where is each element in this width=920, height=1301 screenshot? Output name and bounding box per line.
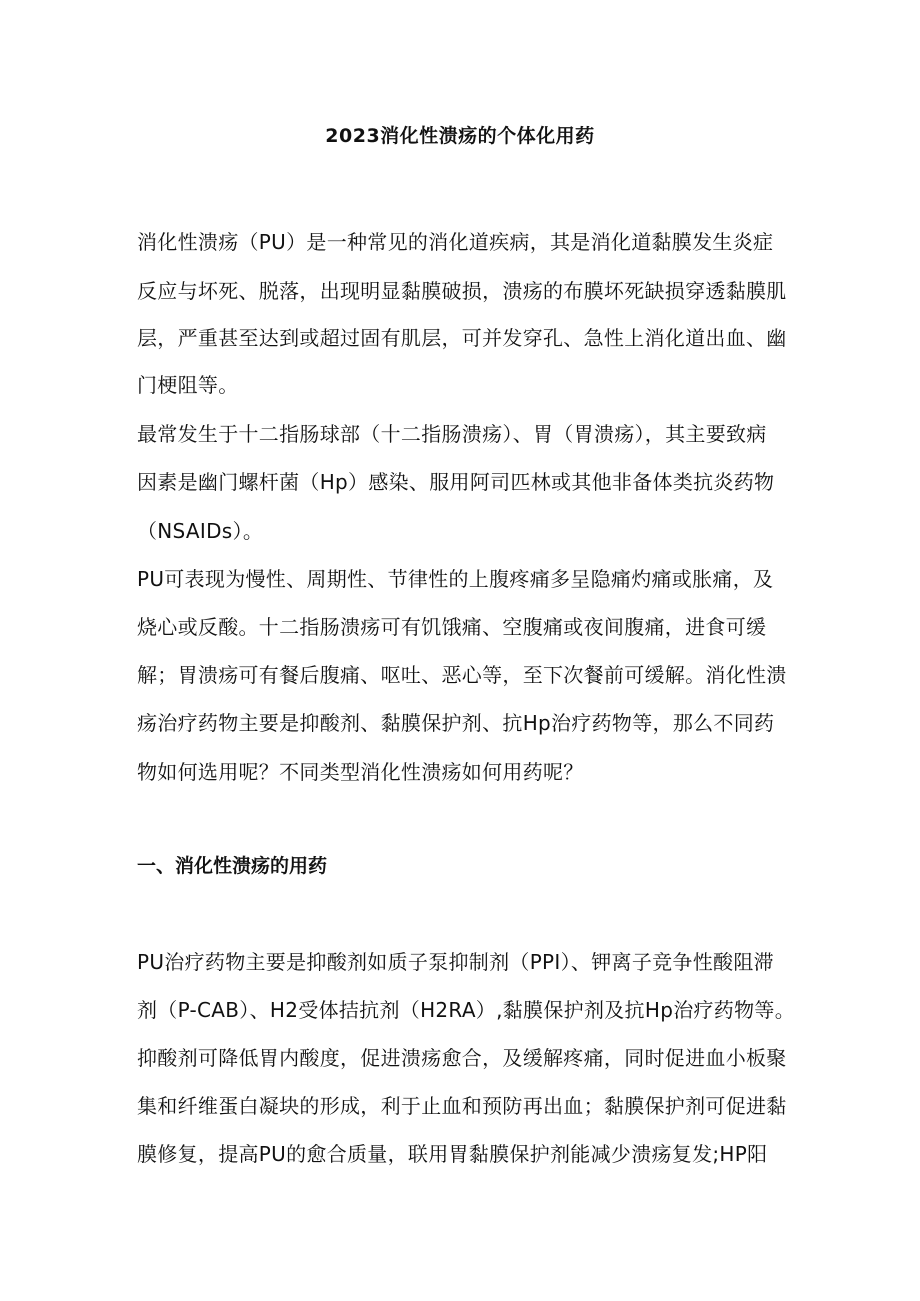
section-1-line-5: 膜修复，提高PU的愈合质量，联用胃黏膜保护剂能减少溃疡复发;HP阳 — [137, 1142, 768, 1166]
paragraph-1-line-4: 门梗阻等。 — [137, 373, 239, 397]
paragraph-2-line-2: 因素是幽门螺杆菌（Hp）感染、服用阿司匹林或其他非备体类抗炎药物 — [137, 470, 775, 494]
paragraph-3-line-1: PU可表现为慢性、周期性、节律性的上腹疼痛多呈隐痛灼痛或胀痛，及 — [137, 567, 774, 591]
paragraph-3-line-2: 烧心或反酸。十二指肠溃疡可有饥饿痛、空腹痛或夜间腹痛，进食可缓 — [137, 615, 767, 639]
section-1-line-4: 集和纤维蛋白凝块的形成，利于止血和预防再出血；黏膜保护剂可促进黏 — [137, 1094, 787, 1118]
document-title: 2023消化性溃疡的个体化用药 — [325, 125, 595, 147]
paragraph-3-line-3: 解；胃溃疡可有餐后腹痛、呕吐、恶心等，至下次餐前可缓解。消化性溃 — [137, 663, 787, 687]
paragraph-1-line-3: 层，严重甚至达到或超过固有肌层，可并发穿孔、急性上消化道出血、幽 — [137, 326, 787, 350]
paragraph-1-line-1: 消化性溃疡（PU）是一种常见的消化道疾病，其是消化道黏膜发生炎症 — [137, 230, 774, 254]
section-1-line-1: PU治疗药物主要是抑酸剂如质子泵抑制剂（PPI）、钾离子竞争性酸阻滞 — [137, 950, 774, 974]
section-heading: 一、消化性溃疡的用药 — [137, 855, 328, 877]
paragraph-3-line-4: 疡治疗药物主要是抑酸剂、黏膜保护剂、抗Hp治疗药物等，那么不同药 — [137, 711, 775, 735]
paragraph-1-line-2: 反应与坏死、脱落，出现明显黏膜破损，溃疡的布膜坏死缺损穿透黏膜肌 — [137, 279, 787, 303]
paragraph-3-line-5: 物如何选用呢？不同类型消化性溃疡如何用药呢？ — [137, 760, 584, 784]
section-1-line-3: 抑酸剂可降低胃内酸度，促进溃疡愈合，及缓解疼痛，同时促进血小板聚 — [137, 1046, 787, 1070]
paragraph-2-line-1: 最常发生于十二指肠球部（十二指肠溃疡）、胃（胃溃疡），其主要致病 — [137, 422, 767, 446]
paragraph-2-line-3: （NSAIDs）。 — [137, 519, 264, 543]
section-1-line-2: 剂（P-CAB）、H2受体拮抗剂（H2RA）,黏膜保护剂及抗Hp治疗药物等。 — [137, 998, 795, 1022]
